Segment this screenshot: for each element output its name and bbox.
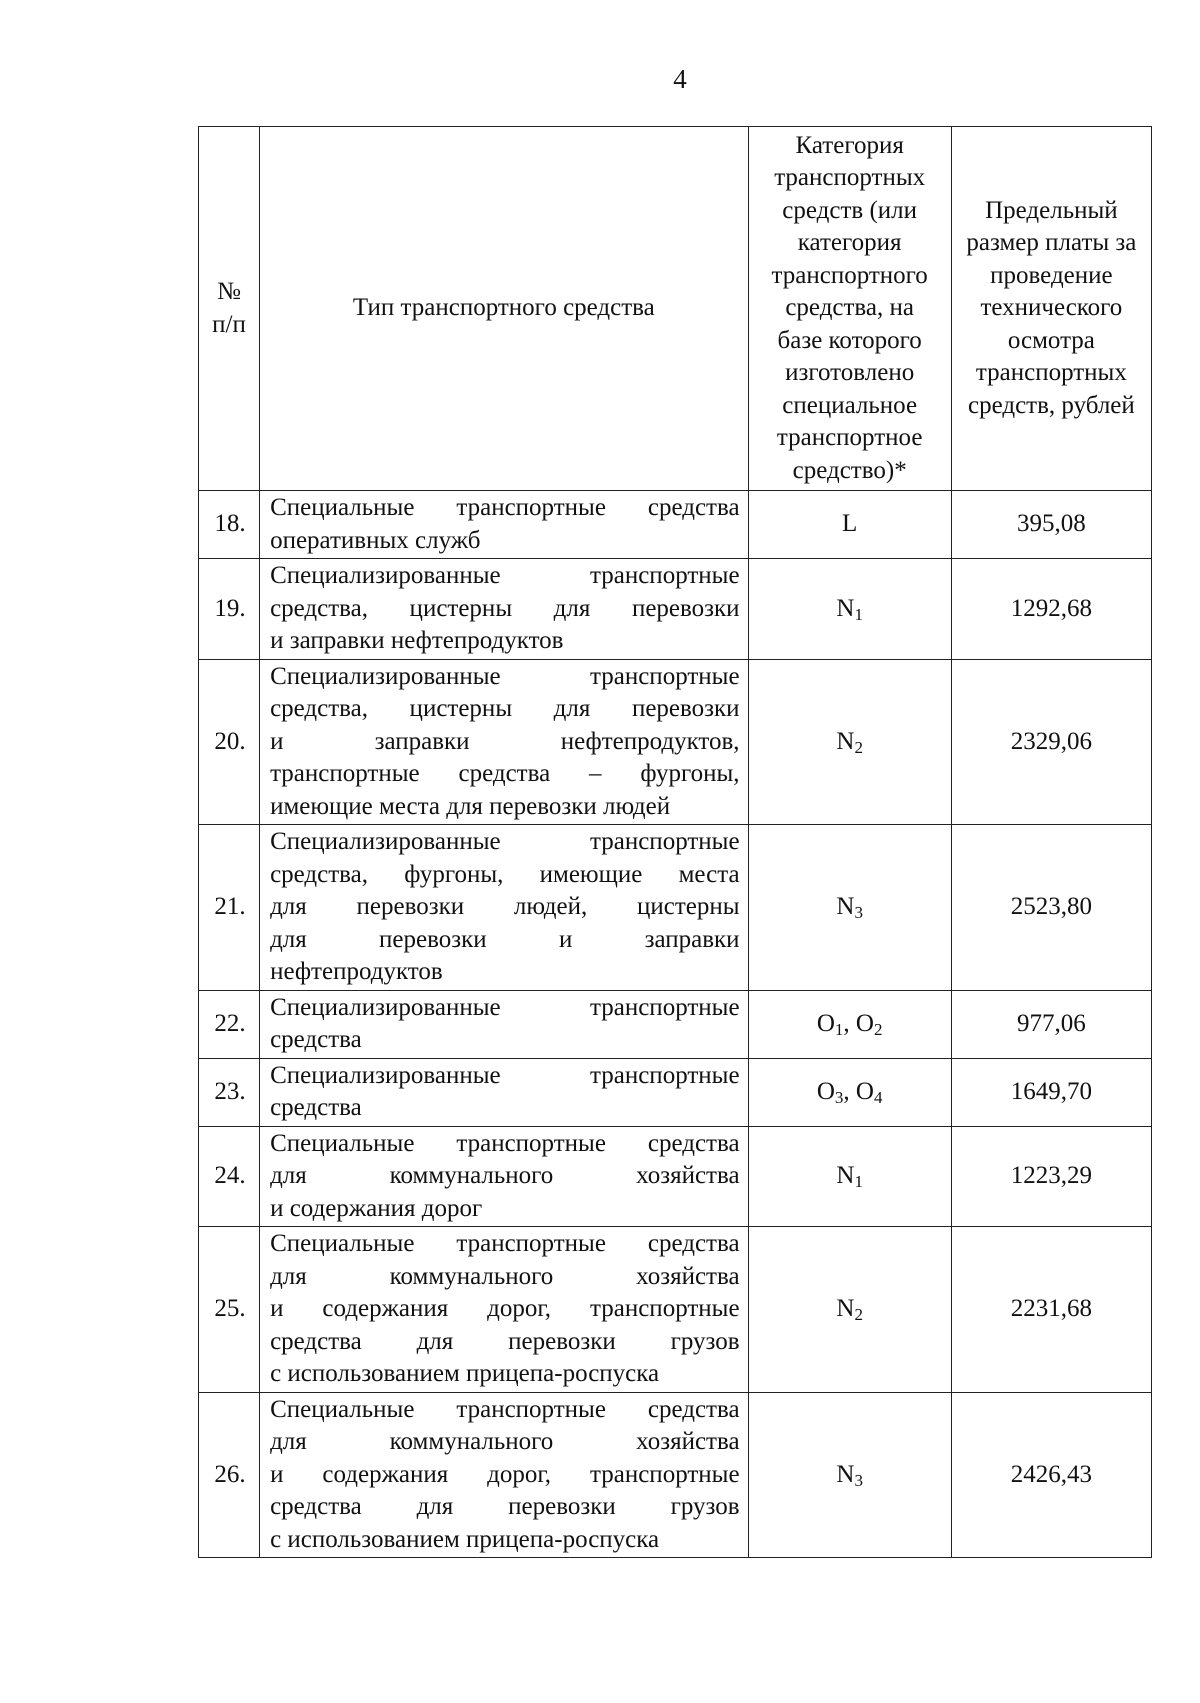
table-header-row	[199, 127, 1152, 491]
vehicle-type	[260, 990, 749, 1058]
vehicle-type-line: нефтепродуктов	[270, 958, 443, 985]
vehicle-type-line: и заправки нефтепродуктов	[270, 627, 564, 654]
category-letter: O	[816, 1009, 835, 1037]
vehicle-type-line: Специализированные транспортные	[270, 993, 740, 1021]
vehicle-type-line: Специализированные транспортные	[270, 1061, 740, 1089]
vehicle-type	[260, 825, 749, 991]
vehicle-type-line: средства	[270, 1026, 362, 1053]
category-letter: N	[836, 893, 855, 920]
max-fee: 2523,80	[951, 825, 1151, 991]
category-subscript: 1	[854, 604, 863, 624]
category-subscript: 2	[854, 737, 863, 757]
vehicle-type-line: средства для перевозки грузов	[270, 1493, 740, 1520]
max-fee: 2231,68	[951, 1227, 1151, 1393]
table-row	[199, 1392, 1152, 1558]
vehicle-type-line: для коммунального хозяйства	[270, 1162, 740, 1189]
category-letter: N	[836, 1162, 855, 1189]
vehicle-type-line: Специальные транспортные средства	[270, 1129, 740, 1157]
table-row	[199, 1058, 1152, 1126]
vehicle-type-line: и заправки нефтепродуктов,	[270, 727, 740, 755]
vehicle-type-line: оперативных служб	[270, 526, 481, 554]
vehicle-type	[260, 559, 749, 660]
vehicle-type-line: Специальные транспортные средства	[270, 1230, 740, 1257]
vehicle-type-line: Специальные транспортные средства	[270, 494, 740, 521]
category-letter: L	[842, 510, 858, 538]
vehicle-type-line: для коммунального хозяйства	[270, 1428, 740, 1455]
category-letter: O	[816, 1077, 835, 1105]
table-body	[199, 491, 1152, 1558]
row-number: 20.	[199, 659, 260, 825]
category-subscript: 1	[834, 1019, 844, 1039]
vehicle-type	[260, 1126, 749, 1227]
category-letter: N	[836, 1460, 855, 1488]
vehicle-type-line: для коммунального хозяйства	[270, 1262, 740, 1290]
page-number: 4	[673, 64, 687, 94]
category-subscript: 4	[873, 1087, 883, 1107]
vehicle-type-line: транспортные средства – фургоны,	[270, 760, 740, 787]
category-letter: N	[836, 727, 855, 755]
category-subscript: 2	[854, 1305, 863, 1324]
vehicle-type-line: средства, цистерны для перевозки	[270, 594, 740, 622]
category-subscript: 3	[834, 1087, 844, 1107]
category-letter: , O	[843, 1077, 874, 1105]
vehicle-category	[748, 659, 951, 825]
vehicle-category	[748, 491, 951, 559]
vehicle-type-line: Специализированные транспортные	[270, 828, 740, 855]
row-number: 24.	[199, 1126, 260, 1227]
vehicle-category	[748, 1058, 951, 1126]
header-fee: Предельный размер платы за проведение технического осмотра транспортных средств, рублей	[951, 127, 1151, 491]
vehicle-type	[260, 659, 749, 825]
vehicle-type-line: с использованием прицепа-роспуска	[270, 1525, 660, 1553]
table-row	[199, 1227, 1152, 1393]
vehicle-type-line: средства	[270, 1094, 362, 1121]
vehicle-type-line: Специализированные транспортные	[270, 562, 740, 589]
vehicle-type	[260, 1058, 749, 1126]
table-row	[199, 659, 1152, 825]
inspection-fee-table	[198, 126, 1152, 1558]
vehicle-category	[748, 1126, 951, 1227]
vehicle-category	[748, 1392, 951, 1558]
category-letter: N	[836, 1295, 855, 1322]
vehicle-type-line: средства, цистерны для перевозки	[270, 695, 740, 722]
vehicle-type-line: для перевозки и заправки	[270, 925, 740, 953]
table-row	[199, 825, 1152, 991]
max-fee: 977,06	[951, 990, 1151, 1058]
row-number: 18.	[199, 491, 260, 559]
header-category: Категория транспортных средств (или категория транспортного средства, на базе которого изготовлено специальное транспортное средство)*	[748, 127, 951, 491]
table-row	[199, 990, 1152, 1058]
category-letter: N	[836, 594, 855, 622]
row-number: 26.	[199, 1392, 260, 1558]
max-fee: 2426,43	[951, 1392, 1151, 1558]
row-number: 23.	[199, 1058, 260, 1126]
category-letter: , O	[843, 1009, 874, 1037]
vehicle-type-line: и содержания дорог, транспортные	[270, 1295, 740, 1322]
vehicle-type	[260, 1392, 749, 1558]
row-number: 22.	[199, 990, 260, 1058]
table-row	[199, 559, 1152, 660]
table-row	[199, 491, 1152, 559]
header-num: № п/п	[199, 127, 260, 491]
vehicle-type	[260, 1227, 749, 1393]
vehicle-type	[260, 491, 749, 559]
vehicle-type-line: для перевозки людей, цистерны	[270, 893, 740, 920]
category-subscript: 2	[873, 1019, 883, 1039]
vehicle-type-line: Специализированные транспортные	[270, 662, 740, 690]
vehicle-type-line: и содержания дорог, транспортные	[270, 1460, 740, 1488]
vehicle-category	[748, 1227, 951, 1393]
vehicle-type-line: Специальные транспортные средства	[270, 1395, 740, 1423]
vehicle-category	[748, 990, 951, 1058]
table-row	[199, 1126, 1152, 1227]
max-fee: 1292,68	[951, 559, 1151, 660]
category-subscript: 3	[854, 903, 863, 922]
vehicle-category	[748, 825, 951, 991]
vehicle-type-line: с использованием прицепа-роспуска	[270, 1360, 660, 1387]
max-fee: 1649,70	[951, 1058, 1151, 1126]
vehicle-type-line: имеющие места для перевозки людей	[270, 792, 671, 820]
max-fee: 1223,29	[951, 1126, 1151, 1227]
row-number: 19.	[199, 559, 260, 660]
category-subscript: 1	[854, 1172, 863, 1191]
vehicle-type-line: средства, фургоны, имеющие места	[270, 860, 740, 888]
row-number: 21.	[199, 825, 260, 991]
vehicle-category	[748, 559, 951, 660]
header-type: Тип транспортного средства	[260, 127, 749, 491]
max-fee: 395,08	[951, 491, 1151, 559]
category-subscript: 3	[854, 1470, 863, 1490]
vehicle-type-line: и содержания дорог	[270, 1194, 483, 1222]
vehicle-type-line: средства для перевозки грузов	[270, 1327, 740, 1355]
max-fee: 2329,06	[951, 659, 1151, 825]
row-number: 25.	[199, 1227, 260, 1393]
